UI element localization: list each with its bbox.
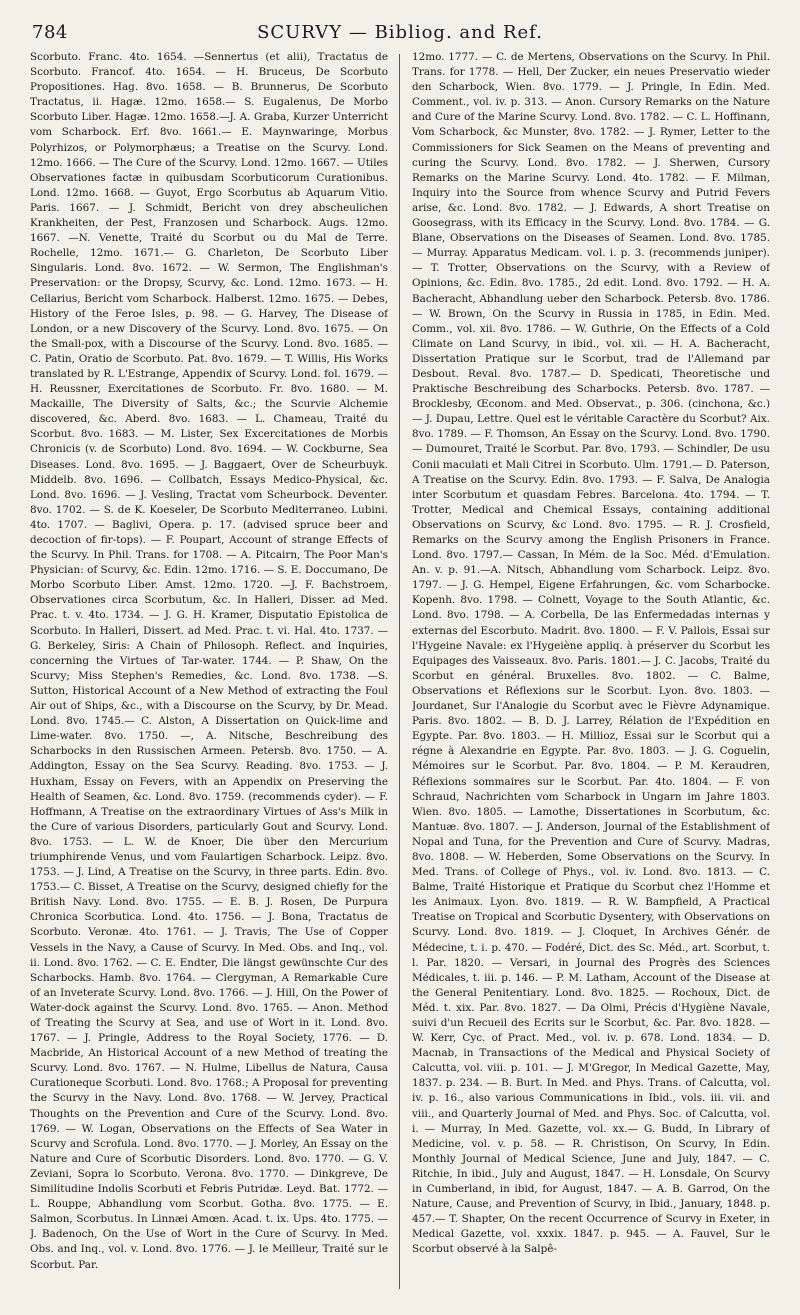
- column-divider: [399, 54, 400, 1289]
- running-head: SCURVY — Bibliog. and Ref.: [257, 22, 543, 43]
- left-column-text: Scorbuto. Franc. 4to. 1654. —Sennertus (et alii), Tractatus de Scorbuto. Francof. 4to. 1654. — H. Bruceus, De Scorbuto Propositiones. Hag. 8vo. 1658. — B. Brunnerus, De Scorbuto Tractatus, ii. Hagæ. 12mo. 1658.— S. Eugalenus, De Morbo Scorbuto Liber. Hagæ. 12mo. 1658.—J. A. Graba, Kurzer Unterricht vom Scharbock. Erf. 8vo. 1661.— E. Maynwaringe, Morbus Polyrhizos, or Polymorphæus; a Treatise on the Scurvy. Lond. 12mo. 1666. — The Cure of the Scurvy. Lond. 12mo. 1667. — Utiles Observationes factæ in quibusdam Scorbuticorum Curationibus. Lond. 12mo. 1668. — Guyot, Ergo Scorbutus ab Aquarum Vitio. Paris. 1667. — J. Schmidt, Bericht von drey abscheulichen Krankheiten, der Pest, Franzosen und Scharbock. Augs. 12mo. 1667. —N. Venette, Traité du Scorbut ou du Mal de Terre. Rochelle, 12mo. 1671.— G. Charleton, De Scorbuto Liber Singularis. Lond. 8vo. 1672. — W. Sermon, The Englishman's Preservation: or the Dropsy, Scurvy, &c. Lond. 12mo. 1673. — H. Cellarius, Bericht vom Scharbock. Halberst. 12mo. 1675. — Debes, History of the Feroe Isles, p. 98. — G. Harvey, The Disease of London, or a new Discovery of the Scurvy. Lond. 8vo. 1675. — On the Small-pox, with a Discourse of the Scurvy. Lond. 8vo. 1685. — C. Patin, Oratio de Scorbuto. Pat. 8vo. 1679. — T. Willis, His Works translated by R. L'Estrange, Appendix of Scurvy. Lond. fol. 1679. — H. Reussner, Exercitationes de Scorbuto. Fr. 8vo. 1680. — M. Mackaille, The Diversity of Salts, &c.; the Scurvie Alchemie discovered, &c. Aberd. 8vo. 1683. — L. Chameau, Traité du Scorbut. 8vo. 1683. — M. Lister, Sex Excercitationes de Morbis Chronicis (v. de Scorbuto) Lond. 8vo. 1694. — W. Cockburne, Sea Diseases. Lond. 8vo. 1695. — J. Baggaert, Over de Scheurbuyk. Middelb. 8vo. 1696. — Collbatch, Essays Medico-Physical, &c. Lond. 8vo. 1696. — J. Vesling, Tractat vom Scheurbock. Deventer. 8vo. 1702. — S. de K. Koeseler, De Scorbuto Mediterraneo. Lubini. 4to. 1707. — Baglivi, Opera. p. 17. (advised spruce beer and decoction of fir-tops). — F. Poupart, Account of strange Effects of the Scurvy. In Phil. Trans. for 1708. — A. Pitcairn, The Poor Man's Physician: of Scurvy, &c. Edin. 12mo. 1716. — S. E. Doccumano, De Morbo Scorbuto Liber. Amst. 12mo. 1720. —J. F. Bachstroem, Observationes circa Scorbutum, &c. In Halleri, Disser. ad Med. Prac. t. v. 4to. 1734. — J. G. H. Kramer, Disputatio Epistolica de Scorbuto. In Halleri, Dissert. ad Med. Prac. t. vi. Hal. 4to. 1737. — G. Berkeley, Siris: A Chain of Philosoph. Reflect. and Inquiries, concerning the Virtues of Tar-water. 1744. — P. Shaw, On the Scurvy; Miss Stephen's Remedies, &c. Lond. 8vo. 1738. —S. Sutton, Historical Account of a New Method of extracting the Foul Air out of Ships, &c., with a Discourse on the Scurvy, by Dr. Mead. Lond. 8vo. 1745.— C. Alston, A Dissertation on Quick-lime and Lime-water. 8vo. 1750. —, A. Nitsche, Beschreibung des Scharbocks in den Russischen Armeen. Petersb. 8vo. 1750. — A. Addington, Essay on the Sea Scurvy. Reading. 8vo. 1753. — J. Huxham, Essay on Fevers, with an Appendix on Preserving the Health of Seamen, &c. Lond. 8vo. 1759. (recommends cyder). — F. Hoffmann, A Treatise on the extraordinary Virtues of Ass's Milk in the Cure of various Disorders, particularly Gout and Scurvy. Lond. 8vo. 1753. — L. W. de Knoer, Die über den Mercurium triumphirende Venus, und vom Faulartigen Scharbock. Leipz. 8vo. 1753. — J. Lind, A Treatise on the Scurvy, in three parts. Edin. 8vo. 1753.— C. Bisset, A Treatise on the Scurvy, designed chiefly for the British Navy. Lond. 8vo. 1755. — E. B. J. Rosen, De Purpura Chronica Scorbutica. Lond. 4to. 1756. — J. Bona, Tractatus de Scorbuto. Veronæ. 4to. 1761. — J. Travis, The Use of Copper Vessels in the Navy, a Cause of Scurvy. In Med. Obs. and Inq., vol. ii. Lond. 8vo. 1762. — C. E. Endter, Die längst gewünschte Cur des Scharbocks. Hamb. 8vo. 1764. — Clergyman, A Remarkable Cure of an Inveterate Scurvy. Lond. 8vo. 1766. — J. Hill, On the Power of Water-dock against the Scurvy. Lond. 8vo. 1765. — Anon. Method of Treating the Scurvy at Sea, and use of Wort in it. Lond. 8vo. 1767. — J. Pringle, Address to the Royal Society, 1776. — D. Macbride, An Historical Account of a new Method of treating the Scurvy. Lond. 8vo. 1767. — N. Hulme, Libellus de Natura, Causa Curationeque Scorbuti. Lond. 8vo. 1768.; A Proposal for preventing the Scurvy in the Navy. Lond. 8vo. 1768. — W. Jervey, Practical Thoughts on the Prevention and Cure of the Scurvy. Lond. 8vo. 1769. — W. Logan, Observations on the Effects of Sea Water in Scurvy and Scrofula. Lond. 8vo. 1770. — J. Morley, An Essay on the Nature and Cure of Scorbutic Disorders. Lond. 8vo. 1770. — G. V. Zeviani, Sopra lo Scorbuto. Verona. 8vo. 1770. — Dinkgreve, De Similitudine Indolis Scorbuti et Febris Putridæ. Leyd. Bat. 1772. — L. Rouppe, Abhandlung vom Scorbut. Gotha. 8vo. 1775. — E. Salmon, Scorbutus. In Linnæi Amœn. Acad. t. ix. Ups. 4to. 1775. — J. Badenoch, On the Use of Wort in the Cure of Scurvy. In Med. Obs. and Inq., vol. v. Lond. 8vo. 1776. — J. le Meilleur, Traité sur le Scorbut. Par.: [30, 51, 388, 1271]
- text-columns: [30, 50, 770, 1295]
- page-number: 784: [32, 22, 68, 43]
- page-header: [30, 22, 770, 48]
- right-column-text: 12mo. 1777. — C. de Mertens, Observations on the Scurvy. In Phil. Trans. for 1778. — Hell, Der Zucker, ein neues Preservatio wieder den Scharbock, Wien. 8vo. 1779. — J. Pringle, In Edin. Med. Comment., vol. iv. p. 313. — Anon. Cursory Remarks on the Nature and Cure of the Marine Scurvy. Lond. 8vo. 1782. — C. L. Hoffinann, Vom Scharbock, &c Munster, 8vo. 1782. — J. Rymer, Letter to the Commissioners for Sick Seamen on the Means of preventing and curing the Scurvy. Lond. 8vo. 1782. — J. Sherwen, Cursory Remarks on the Marine Scurvy. Lond. 4to. 1782. — F. Milman, Inquiry into the Source from whence Scurvy and Putrid Fevers arise, &c. Lond. 8vo. 1782. — J. Edwards, A short Treatise on Goosegrass, with its Efficacy in the Scurvy. Lond. 8vo. 1784. — G. Blane, Observations on the Diseases of Seamen. Lond. 8vo. 1785. — Murray. Apparatus Medicam. vol. i. p. 3. (recommends juniper). — T. Trotter, Observations on the Scurvy, with a Review of Opinions, &c. Edin. 8vo. 1785., 2d edit. Lond. 8vo. 1792. — H. A. Bacheracht, Abhandlung ueber den Scharbock. Petersb. 8vo. 1786. — W. Brown, On the Scurvy in Russia in 1785, in Edin. Med. Comm., vol. xii. 8vo. 1786. — W. Guthrie, On the Effects of a Cold Climate on Land Scurvy, in ibid., vol. xii. — H. A. Bacheracht, Dissertation Pratique sur le Scorbut, trad de l'Allemand par Desbout. Reval. 8vo. 1787.— D. Spedicati, Theoretische und Praktische Beschreibung des Scharbocks. Petersb. 8vo. 1787. — Brocklesby, Œconom. and Med. Observat., p. 306. (cinchona, &c.) — J. Dupau, Lettre. Quel est le véritable Caractère du Scorbut? Aix. 8vo. 1789. — F. Thomson, An Essay on the Scurvy. Lond. 8vo. 1790.— Dumouret, Traité le Scorbut. Par. 8vo. 1793. — Schindler, De usu Conii maculati et Mali Citrei in Scorbuto. Ulm. 1791.— D. Paterson, A Treatise on the Scurvy. Edin. 8vo. 1793. — F. Salva, De Analogia inter Scorbutum et quasdam Febres. Barcelona. 4to. 1794. — T. Trotter, Medical and Chemical Essays, containing additional Observations on Scurvy, &c Lond. 8vo. 1795. — R. J. Crosfield, Remarks on the Scurvy among the English Prisoners in France. Lond. 8vo. 1797.— Cassan, In Mém. de la Soc. Méd. d'Emulation. An. v. p. 91.—A. Nitsch, Abhandlung vom Scharbock. Leipz. 8vo. 1797. — J. G. Hempel, Eigene Erfahrungen, &c. vom Scharbocke. Kopenh. 8vo. 1798. — Colnett, Voyage to the South Atlantic, &c. Lond. 8vo. 1798. — A. Corbella, De las Enfermedadas internas y externas del Escorbuto. Madrit. 8vo. 1800. — F. V. Pallois, Essai sur l'Hygeine Navale: ex l'Hygeiène appliq. à préserver du Scorbut les Equipages des Vaisseaux. 8vo. Paris. 1801.— J. C. Jacobs, Traité du Scorbut en général. Bruxelles. 8vo. 1802. — C. Balme, Observations et Réflexions sur le Scorbut. Lyon. 8vo. 1803. — Jourdanet, Sur l'Analogie du Scorbut avec le Fièvre Adynamique. Paris. 8vo. 1802. — B. D. J. Larrey, Rélation de l'Expédition en Egypte. Par. 8vo. 1803. — H. Millioz, Essai sur le Scorbut qui a régne à Alexandrie en Egypte. Par. 8vo. 1803. — J. G. Coguelin, Mémoires sur le Scorbut. Par. 8vo. 1804. — P. M. Keraudren, Réflexions sommaires sur le Scorbut. Par. 4to. 1804. — F. von Schraud, Nachrichten vom Scharbock in Ungarn im Jahre 1803. Wien. 8vo. 1805. — Lamothe, Dissertationes in Scorbutum, &c. Mantuæ. 8vo. 1807. — J. Anderson, Journal of the Establishment of Nopal and Tuna, for the Prevention and Cure of Scurvy. Madras, 8vo. 1808. — W. Heberden, Some Observations on the Scurvy. In Med. Trans. of College of Phys., vol. iv. Lond. 8vo. 1813. — C. Balme, Traité Historique et Pratique du Scorbut chez l'Homme et les Animaux. Lyon. 8vo. 1819. — R. W. Bampfield, A Practical Treatise on Tropical and Scorbutic Dysentery, with Observations on Scurvy. Lond. 8vo. 1819. — J. Cloquet, In Archives Génér. de Médecine, t. i. p. 470. — Fodéré, Dict. des Sc. Méd., art. Scorbut, t. l. Par. 1820. — Versari, in Journal des Progrès des Sciences Médicales, t. iii. p. 146. — P. M. Latham, Account of the Disease at the General Penitentiary. Lond. 8vo. 1825. — Rochoux, Dict. de Méd. t. xix. Par. 8vo. 1827. — Da Olmi, Précis d'Hygiène Navale, suivi d'un Recueil des Ecrits sur le Scorbut, &c. Par. 8vo. 1828. — W. Kerr, Cyc. of Pract. Med., vol. iv. p. 678. Lond. 1834. — D. Macnab, in Transactions of the Medical and Physical Society of Calcutta, vol. viii. p. 101. — J. M'Gregor, In Medical Gazette, May, 1837. p. 234. — B. Burt. In Med. and Phys. Trans. of Calcutta, vol. iv. p. 16., also various Communications in Ibid., vols. iii. vii. and viii., and Quarterly Journal of Med. and Phys. Soc. of Calcutta, vol. i. — Murray, In Med. Gazette, vol. xx.— G. Budd, In Library of Medicine, vol. v. p. 58. — R. Christison, On Scurvy, In Edin. Monthly Journal of Medical Science, June and July, 1847. — C. Ritchie, In ibid., July and August, 1847. — H. Lonsdale, On Scurvy in Cumberland, in ibid, for August, 1847. — A. B. Garrod, On the Nature, Cause, and Prevention of Scurvy, in Ibid., January, 1848. p. 457.— T. Shapter, On the recent Occurrence of Scurvy in Exeter, in Medical Gazette, vol. xxxix. 1847. p. 945. — A. Fauvel, Sur le Scorbut observé à la Salpê-: [412, 51, 770, 1256]
